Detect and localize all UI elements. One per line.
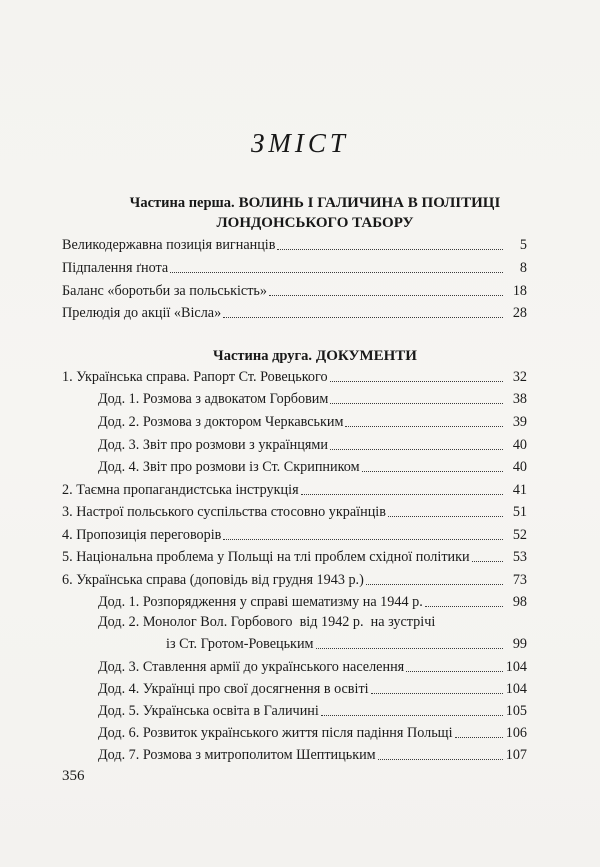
toc-entry[interactable] xyxy=(62,257,527,277)
toc-entry-page: 104 xyxy=(505,681,527,697)
toc-entry-page: 105 xyxy=(505,703,527,719)
toc-subentry[interactable] xyxy=(98,656,527,676)
toc-entry-page: 39 xyxy=(512,414,527,430)
toc-entry-page: 38 xyxy=(512,391,527,407)
toc-subentry[interactable] xyxy=(98,388,527,408)
toc-entry[interactable] xyxy=(62,280,527,300)
toc-entry-label: Великодержавна позиція вигнанців xyxy=(62,237,276,253)
toc-subentry[interactable] xyxy=(98,411,527,431)
part-one-title-line2: ЛОНДОНСЬКОГО ТАБОРУ xyxy=(216,215,414,231)
toc-entry[interactable] xyxy=(62,501,527,521)
toc-entry-page: 53 xyxy=(512,549,527,565)
toc-entry-label: Підпалення ґнота xyxy=(62,260,169,276)
toc-entry-page: 40 xyxy=(512,459,527,475)
toc-entry-page: 51 xyxy=(512,504,527,520)
toc-entry-label-line2: із Ст. Гротом-Ровецьким xyxy=(166,636,314,652)
toc-entry-label: Дод. 2. Розмова з доктором Черкавським xyxy=(98,414,344,430)
page-number: 356 xyxy=(62,768,85,784)
toc-entry-label: 1. Українська справа. Рапорт Ст. Ровецького xyxy=(62,369,328,385)
dot-leader xyxy=(301,493,503,495)
dot-leader xyxy=(223,538,503,540)
toc-entry-page: 18 xyxy=(512,283,527,299)
toc-entry-label: 5. Національна проблема у Польщі на тлі проблем східної політики xyxy=(62,549,470,565)
dot-leader xyxy=(406,670,503,672)
toc-entry-page: 104 xyxy=(505,659,527,675)
dot-leader xyxy=(345,425,503,427)
part-one-heading xyxy=(60,193,570,233)
toc-entry-label: Прелюдія до акції «Вісла» xyxy=(62,305,222,321)
toc-entry[interactable] xyxy=(62,479,527,499)
toc-subentry[interactable] xyxy=(98,744,527,764)
dot-leader xyxy=(277,248,503,250)
dot-leader xyxy=(366,583,503,585)
toc-entry[interactable] xyxy=(62,302,527,322)
page-bleed-through xyxy=(160,70,580,89)
toc-entry-label: 3. Настрої польського суспільства стосовно українців xyxy=(62,504,386,520)
toc-entry[interactable] xyxy=(62,234,527,254)
dot-leader xyxy=(330,380,503,382)
toc-entry-label: Дод. 4. Українці про свої досягнення в освіті xyxy=(98,681,369,697)
dot-leader xyxy=(170,271,503,273)
toc-entry-label: Дод. 5. Українська освіта в Галичині xyxy=(98,703,319,719)
toc-entry[interactable] xyxy=(62,569,527,589)
toc-subentry[interactable] xyxy=(98,700,527,720)
toc-entry-label: Дод. 3. Ставлення армії до українського населення xyxy=(98,659,405,675)
toc-entry-label: Дод. 4. Звіт про розмови із Ст. Скрипником xyxy=(98,459,360,475)
toc-entry-label: Дод. 1. Розпорядження у справі шематизму на 1944 р. xyxy=(98,594,423,610)
toc-subentry[interactable] xyxy=(98,591,527,611)
toc-entry[interactable] xyxy=(62,524,527,544)
part-two-heading xyxy=(60,346,570,366)
part-two-prefix: Частина друга. xyxy=(213,348,312,364)
dot-leader xyxy=(330,448,503,450)
toc-subentry[interactable] xyxy=(98,456,527,476)
toc-entry-label: Дод. 3. Звіт про розмови з українцями xyxy=(98,437,328,453)
toc-entry[interactable] xyxy=(62,366,527,386)
dot-leader xyxy=(388,515,503,517)
toc-subentry[interactable] xyxy=(98,434,527,454)
dot-leader xyxy=(362,470,503,472)
toc-entry-label: Дод. 1. Розмова з адвокатом Горбовим xyxy=(98,391,329,407)
dot-leader xyxy=(371,692,503,694)
toc-entry-label: Дод. 6. Розвиток українського життя після падіння Польщі xyxy=(98,725,453,741)
toc-entry-page: 41 xyxy=(512,482,527,498)
toc-entry-page: 99 xyxy=(512,636,527,652)
toc-entry-label: 6. Українська справа (доповідь від грудня 1943 р.) xyxy=(62,572,364,588)
part-one-title-line1: ВОЛИНЬ І ГАЛИЧИНА В ПОЛІТИЦІ xyxy=(238,195,501,211)
toc-entry-page: 5 xyxy=(519,237,527,253)
page-title: ЗМІСТ xyxy=(251,128,349,158)
toc-entry-label: 2. Таємна пропагандистська інструкція xyxy=(62,482,299,498)
toc-entry-label: Дод. 7. Розмова з митрополитом Шептицьким xyxy=(98,747,376,763)
toc-subentry-multiline[interactable] xyxy=(98,613,527,653)
part-two-title: ДОКУМЕНТИ xyxy=(315,348,417,364)
toc-entry-page: 8 xyxy=(519,260,527,276)
toc-entry-page: 52 xyxy=(512,527,527,543)
dot-leader xyxy=(455,736,503,738)
dot-leader xyxy=(378,758,503,760)
toc-entry-label: Баланс «боротьби за польськість» xyxy=(62,283,267,299)
toc-entry-label: 4. Пропозиція переговорів xyxy=(62,527,222,543)
dot-leader xyxy=(330,402,503,404)
toc-entry-page: 28 xyxy=(512,305,527,321)
toc-entry-label-line1: Дод. 2. Монолог Вол. Горбового від 1942 р. на зустрічі xyxy=(98,614,436,630)
dot-leader xyxy=(321,714,503,716)
toc-entry-page: 32 xyxy=(512,369,527,385)
part-one-prefix: Частина перша. xyxy=(129,195,235,211)
toc-entry-page: 98 xyxy=(512,594,527,610)
dot-leader xyxy=(269,294,503,296)
toc-entry-page: 73 xyxy=(512,572,527,588)
dot-leader xyxy=(316,647,503,649)
dot-leader xyxy=(472,560,503,562)
toc-subentry[interactable] xyxy=(98,722,527,742)
toc-subentry[interactable] xyxy=(98,678,527,698)
toc-entry-page: 106 xyxy=(505,725,527,741)
toc-entry-page: 107 xyxy=(505,747,527,763)
dot-leader xyxy=(425,605,503,607)
toc-entry-page: 40 xyxy=(512,437,527,453)
dot-leader xyxy=(223,316,503,318)
toc-entry[interactable] xyxy=(62,546,527,566)
